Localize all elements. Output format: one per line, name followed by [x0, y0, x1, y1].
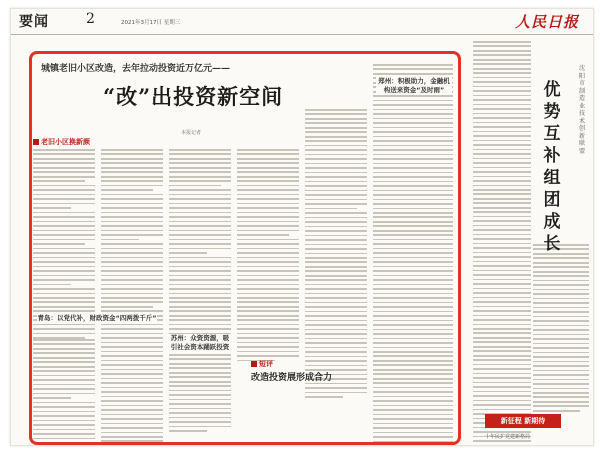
right-title-char: 组 [543, 168, 561, 188]
article-highlight-frame [29, 51, 461, 445]
subtitle-char: 沈 [578, 65, 585, 72]
right-column-title [539, 79, 565, 255]
subtitle-char: 市 [578, 80, 585, 87]
subhead-qingdao: 青岛：以党代补，财政资金“四两拨千斤” [37, 314, 157, 322]
article-headline: “改”出投资新空间 [103, 84, 284, 109]
right-column-footer: 十年民扩党建新格局 [485, 434, 531, 440]
masthead [11, 9, 594, 35]
new-journey-badge: 新征程 新期待 [485, 414, 561, 428]
sidehead-zhengzhou: 郑州：积极助力，金融机构送来资金“及时雨” [376, 77, 452, 95]
right-title-char: 长 [543, 234, 561, 254]
subtitle-char: 盟 [578, 147, 585, 155]
section-title: 要闻 [19, 14, 49, 30]
subtitle-char: 新 [578, 132, 585, 140]
subtitle-char: 业 [578, 102, 585, 110]
subtitle-char: 创 [578, 125, 585, 132]
right-column-2 [533, 244, 589, 414]
subtitle-char: 联 [578, 140, 585, 147]
right-title-char: 优 [543, 80, 561, 100]
right-column-1 [473, 41, 531, 446]
subtitle-char: 技 [578, 110, 585, 117]
article-byline: 本报记者 [181, 130, 202, 136]
date-line: 2021年3月17日 星期三 [121, 20, 181, 26]
newspaper-page [10, 8, 594, 446]
right-title-char: 势 [543, 102, 561, 122]
commentary-tag-label: 短评 [259, 360, 273, 368]
right-title-char: 互 [543, 124, 561, 144]
subtitle-char: 术 [578, 117, 585, 125]
article-kicker: 城镇老旧小区改造，去年拉动投资近万亿元—— [41, 64, 231, 74]
newspaper-logo: 人民日报 [514, 13, 579, 31]
right-title-char: 补 [543, 146, 561, 166]
right-column-subtitle [577, 65, 587, 155]
commentary-title: 改造投资展形成合力 [251, 373, 333, 383]
right-title-char: 团 [543, 190, 561, 210]
subtitle-char: 造 [578, 95, 585, 102]
page-number: 2 [86, 11, 95, 27]
right-title-char: 成 [543, 212, 561, 232]
sidehead-suzhou: 苏州：众资资源，吸引社会资本踊跃投资 [170, 334, 230, 351]
subtitle-char: 阳 [578, 72, 585, 80]
subhead-label: 老旧小区换新颜 [41, 138, 90, 146]
subtitle-char: 制 [578, 87, 585, 95]
